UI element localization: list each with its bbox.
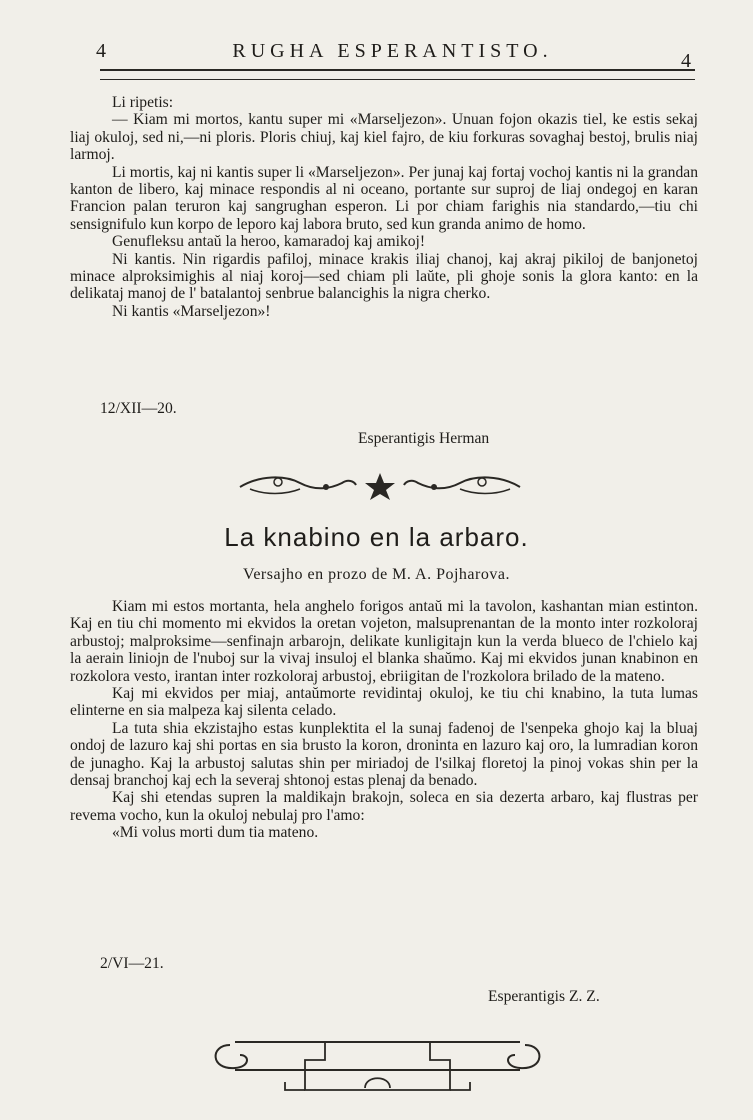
poem-text	[70, 94, 698, 320]
poem-stanza: Ni kantis. Nin rigardis pafiloj, minace krakis iliaj chanoj, kaj akraj pikiloj de banjonetoj minace alproksimighis al niaj koroj—sed chiam pli laŭte, pli ghoje sonis la glora kanto: en la delikataj manoj de l' batalantoj senbrue balancighis la nigra cherko.	[70, 250, 698, 303]
running-header	[90, 38, 695, 72]
journal-title: RUGHA ESPERANTISTO.	[232, 40, 553, 62]
story-paragraph: Kaj mi ekvidos per miaj, antaŭmorte revidintaj okuloj, ke tiu chi knabino, la tuta lumas elinterne en sia malpeza kaj silenta celado.	[70, 685, 698, 720]
story-paragraph: Kaj shi etendas supren la maldikajn brakojn, soleca en sia dezerta arbaro, kaj flustras per revema vocho, kun la okuloj nebulaj pro l'amo:	[70, 789, 698, 824]
poem-refrain-intro: Li ripetis:	[112, 94, 174, 111]
tailpiece-ornament-icon	[205, 1020, 550, 1100]
story-paragraph: «Mi volus morti dum tia mateno.	[112, 824, 319, 842]
header-rule-thin	[100, 79, 695, 80]
story-signature: Esperantigis Z. Z.	[488, 988, 600, 1005]
poem-stanza: Ni kantis «Marseljezon»!	[112, 302, 271, 320]
story-text	[70, 598, 698, 842]
header-rule-thick	[100, 69, 695, 71]
poem-signature: Esperantigis Herman	[358, 430, 490, 447]
story-subtitle: Versajho en prozo de M. A. Pojharova.	[243, 566, 510, 583]
floral-star-ornament-icon	[230, 465, 530, 505]
story-paragraph: Kiam mi estos mortanta, hela anghelo forigos antaŭ mi la tavolon, kashantan mian estinton. Kaj en tiu chi momento mi ekvidos la oretan vojeton, malsuprenantan de la monto inter rozkoloraj arbustoj; malproksime—senfinajn arbarojn, delikate kunligitajn kun la verda blueco de l'chielo kaj la aerain liniojn de l'nuboj sur la vivaj insuloj el blanka shaŭmo. Kaj mi ekvidos junan knabinon en rozkolora vesto, irantan inter rozkoloraj arbustoj, ebriigitan de l'rozkolora brilado de la mateno.	[70, 598, 698, 685]
poem-stanza: Li mortis, kaj ni kantis super li «Marseljezon». Per junaj kaj fortaj vochoj kantis ni la grandan kanton de libero, kaj minace respondis al ni oceano, portante sur suproj de liaj ondegoj en karan Francion palan teruron kaj sangrughan esperon. Li por chiam farighis nia standardo,—tiu chi sensignifulo kun korpo de leporo kaj labora bruto, sed kun granda animo de homo.	[70, 163, 698, 233]
page-number-left: 4	[96, 40, 110, 62]
poem-date: 12/XII—20.	[100, 400, 177, 417]
story-date: 2/VI—21.	[100, 955, 164, 972]
page-number-right: 4	[681, 50, 695, 72]
poem-stanza: — Kiam mi mortos, kantu super mi «Marseljezon». Unuan fojon okazis tiel, ke estis sekaj liaj okuloj, sed ni,—ni ploris. Ploris chiuj, kaj kiel fajro, de kiu forkuras sovaghaj bestoj, brulis niaj larmoj.	[70, 111, 698, 164]
story-paragraph: La tuta shia ekzistajho estas kunplektita el la sunaj fadenoj de l'senpeka ghojo kaj la bluaj ondoj de lazuro kaj shi portas en sia brusto la koron, droninta en lazuro kaj oro, la lumradian koron de junagho. Kaj la arbustoj salutas shin per miriadoj de l'silkaj floretoj la pinoj vokas shin per la densaj branchoj kaj ech la severaj shtonoj estas plenaj da benado.	[70, 719, 698, 790]
story-title: La knabino en la arbaro.	[224, 522, 529, 552]
poem-stanza: Genufleksu antaŭ la heroo, kamaradoj kaj amikoj!	[112, 233, 426, 251]
